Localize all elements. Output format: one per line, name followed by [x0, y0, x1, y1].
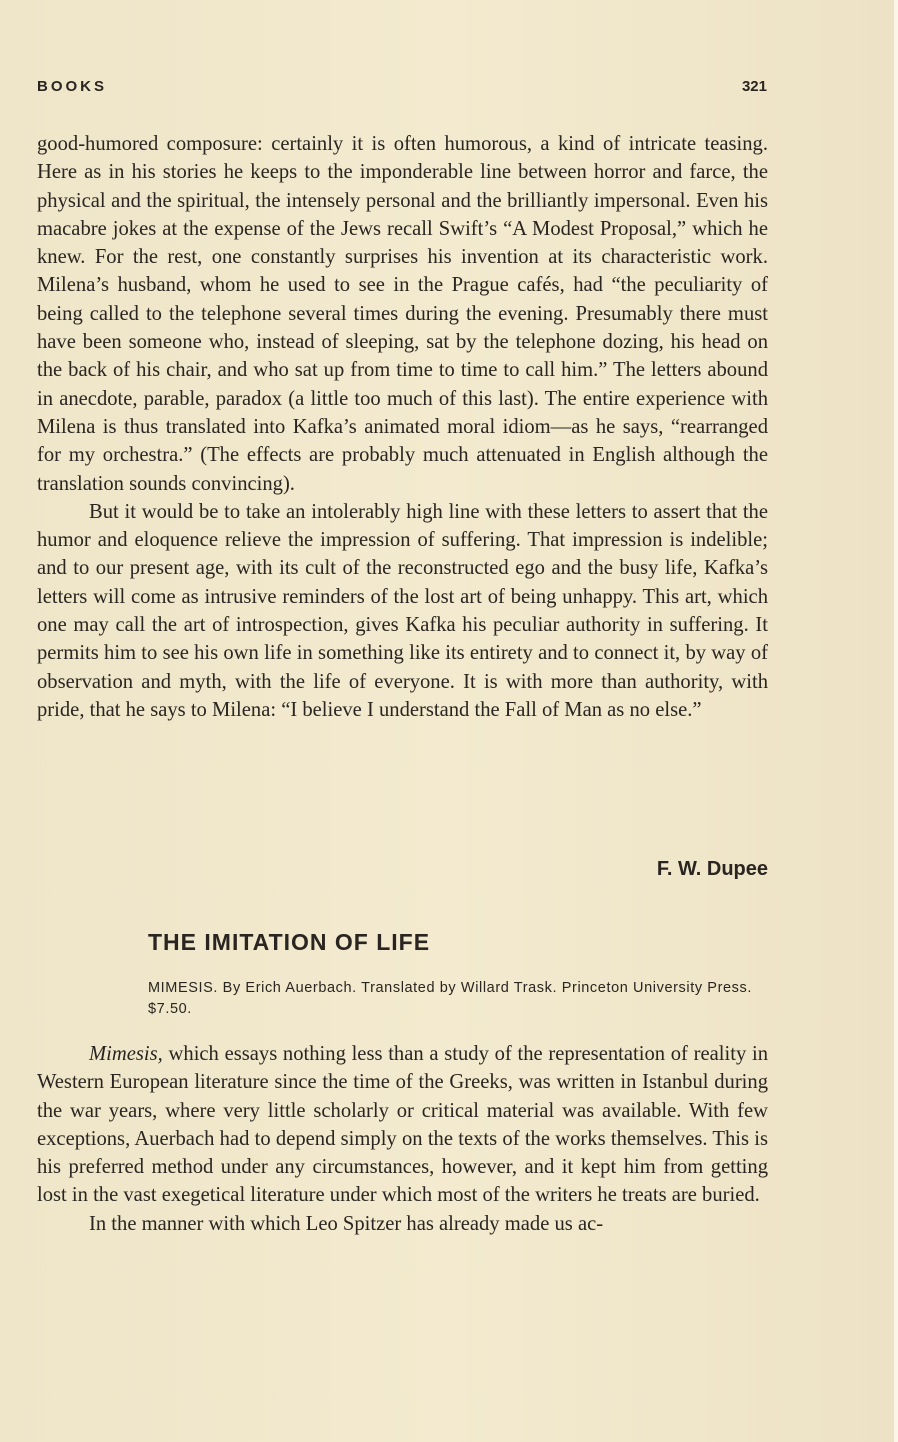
book-title-italic: Mimesis, [89, 1043, 163, 1065]
page-number: 321 [741, 78, 767, 95]
page-header [37, 78, 767, 95]
paragraph: good-humored composure: certainly it is often humorous, a kind of intricate teasing. Here as in his stories he keeps to the imponderable line between horror and farce, the physical and the spiritual, the intensely personal and the brilliantly impersonal. Even his macabre jokes at the expense of the Jews recall Swift’s “A Modest Proposal,” which he knew. For the rest, one constantly surprises his invention at its characteristic work. Milena’s husband, whom he used to see in the Prague cafés, had “the peculiarity of being called to the telephone several times during the evening. Presumably there must have been someone who, instead of sleeping, sat by the telephone dozing, his head on the back of his chair, and who sat up from time to time to call him.” The letters abound in anecdote, parable, paradox (a little too much of this last). The entire experience with Milena is thus translated into Kafka’s animated moral idiom—as he says, “rearranged for my orchestra.” (The effects are probably much attenuated in English although the translation sounds convincing). [37, 133, 768, 495]
review-title: THE IMITATION OF LIFE [148, 929, 431, 955]
running-head: BOOKS [37, 78, 108, 95]
mimesis-review-text [37, 1040, 768, 1238]
paragraph [37, 1040, 768, 1210]
page-edge [894, 0, 898, 1442]
paragraph: But it would be to take an intolerably high line with these letters to assert that the humor and eloquence relieve the impression of suffering. That impression is indelible; and to our present age, with its cult of the reconstructed ego and the busy life, Kafka’s letters will come as intrusive reminders of the lost art of being unhappy. This art, which one may call the art of introspection, gives Kafka his peculiar authority in suffering. It permits him to see his own life in something like its entirety and to connect it, by way of observation and myth, with the life of everyone. It is with more than authority, with pride, that he says to Milena: “I believe I understand the Fall of Man as no else.” [37, 500, 768, 721]
paragraph-text: which essays nothing less than a study of the representation of reality in Western European literature since the time of the Greeks, was written in Istanbul during the war years, where very little scholarly or critical material was available. With few exceptions, Auerbach had to depend simply on the texts of the works themselves. This is his preferred method under any circumstances, however, and it kept him from getting lost in the vast exegetical literature under which most of the writers he treats are buried. [37, 1043, 768, 1207]
author-signature: F. W. Dupee [656, 858, 768, 880]
paragraph: In the manner with which Leo Spitzer has already made us ac- [89, 1212, 604, 1235]
dupee-review-text [37, 130, 768, 724]
book-citation: MIMESIS. By Erich Auerbach. Translated by Willard Trask. Princeton University Press. $7.50. [148, 980, 753, 1017]
